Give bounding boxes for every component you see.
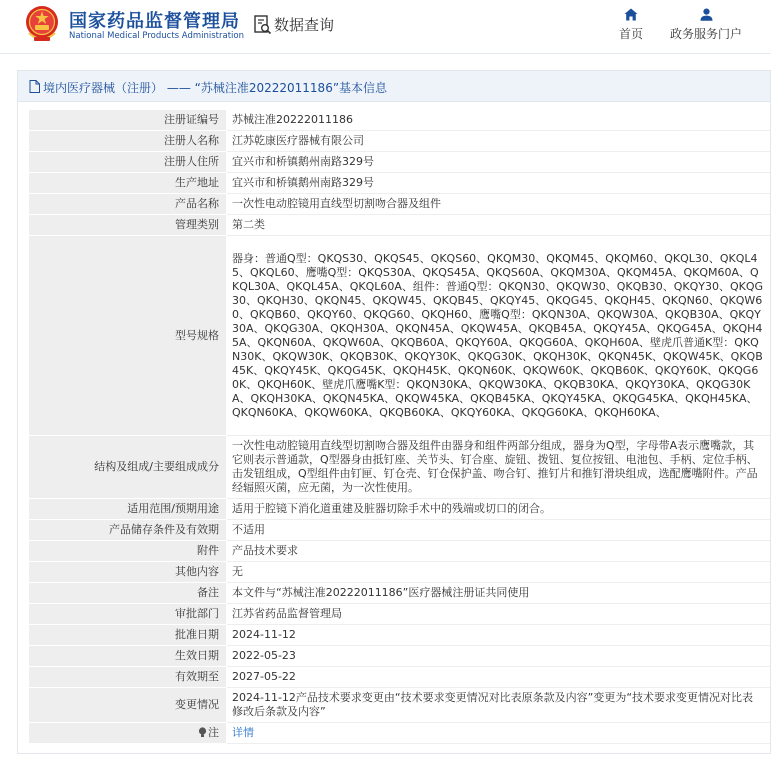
field-label: 管理类别 — [29, 215, 227, 236]
table-row — [29, 667, 770, 688]
table-row — [29, 194, 770, 215]
table-row — [29, 436, 770, 499]
field-label: 生产地址 — [29, 173, 227, 194]
table-row — [29, 604, 770, 625]
field-label: 批准日期 — [29, 625, 227, 646]
table-row — [29, 688, 770, 723]
document-icon — [29, 80, 40, 93]
field-value: 江苏省药品监督管理局 — [227, 604, 770, 625]
nav-home[interactable] — [612, 8, 650, 42]
table-row — [29, 173, 770, 194]
field-value: 江苏乾康医疗器械有限公司 — [227, 131, 770, 152]
field-label: 产品名称 — [29, 194, 227, 215]
field-value: 本文件与“苏械注准20222011186”医疗器械注册证共同使用 — [227, 583, 770, 604]
note-value-cell — [227, 723, 770, 744]
field-label: 注册人住所 — [29, 152, 227, 173]
table-row — [29, 215, 770, 236]
field-label: 注册人名称 — [29, 131, 227, 152]
field-label: 附件 — [29, 541, 227, 562]
field-value: 2027-05-22 — [227, 667, 770, 688]
field-value: 宜兴市和桥镇鹅州南路329号 — [227, 173, 770, 194]
note-label: 注 — [208, 726, 219, 739]
site-name-cn: 国家药品监督管理局 — [69, 11, 240, 32]
field-value: 产品技术要求 — [227, 541, 770, 562]
user-icon — [700, 8, 713, 21]
field-label: 其他内容 — [29, 562, 227, 583]
field-label: 适用范围/预期用途 — [29, 499, 227, 520]
table-row — [29, 131, 770, 152]
table-row — [29, 152, 770, 173]
query-title: 数据查询 — [274, 16, 335, 34]
detail-panel — [17, 70, 771, 754]
nav-service-portal[interactable] — [666, 8, 746, 42]
field-value: 不适用 — [227, 520, 770, 541]
field-label: 备注 — [29, 583, 227, 604]
field-label: 结构及组成/主要组成成分 — [29, 436, 227, 499]
table-row — [29, 236, 770, 436]
field-value: 适用于腔镜下消化道重建及脏器切除手术中的残端或切口的闭合。 — [227, 499, 770, 520]
table-row — [29, 541, 770, 562]
breadcrumb: 境内医疗器械（注册） —— “苏械注准20222011186”基本信息 — [43, 81, 388, 95]
panel-header — [18, 71, 770, 102]
field-label: 变更情况 — [29, 688, 227, 723]
field-label: 注册证编号 — [29, 110, 227, 131]
site-name-en: National Medical Products Administration — [69, 31, 244, 41]
field-value: 一次性电动腔镜用直线型切割吻合器及组件 — [227, 194, 770, 215]
field-value: 苏械注准20222011186 — [227, 110, 770, 131]
field-label: 生效日期 — [29, 646, 227, 667]
table-row — [29, 646, 770, 667]
field-value: 宜兴市和桥镇鹅州南路329号 — [227, 152, 770, 173]
registration-info-table — [28, 109, 770, 744]
table-row — [29, 583, 770, 604]
field-value: 器身：普通Q型：QKQS30、QKQS45、QKQS60、QKQM30、QKQM45、QKQM60、QKQL30、QKQL45、QKQL60、鹰嘴Q型：QKQS30A、QKQS45A、QKQS60A、QKQM30A、QKQM45A、QKQM60A、QKQL30A、QKQL45A、QKQL60A、组件：普通Q型：QKQN30、QKQW30、QKQB30、QKQY30、QKQG30、QKQH30、QKQN45、QKQW45、QKQB45、QKQY45、QKQG45、QKQH45、QKQN60、QKQW60、QKQB60、QKQY60、QKQG60、QKQH60、鹰嘴Q型：QKQN30A、QKQW30A、QKQB30A、QKQY30A、QKQG30A、QKQH30A、QKQN45A、QKQW45A、QKQB45A、QKQY45A、QKQG45A、QKQH45A、QKQN60A、QKQW60A、QKQB60A、QKQY60A、QKQG60A、QKQH60A、壁虎爪普通K型：QKQN30K、QKQW30K、QKQB30K、QKQY30K、QKQG30K、QKQH30K、QKQN45K、QKQW45K、QKQB45K、QKQY45K、QKQG45K、QKQH45K、QKQN60K、QKQW60K、QKQB60K、QKQY60K、QKQG60K、QKQH60K、壁虎爪鹰嘴K型：QKQN30KA、QKQW30KA、QKQB30KA、QKQY30KA、QKQG30KA、QKQH30KA、QKQN45KA、QKQW45KA、QKQB45KA、QKQY45KA、QKQG45KA、QKQH45KA、QKQN60KA、QKQW60KA、QKQB60KA、QKQY60KA、QKQG60KA、QKQH60KA、 — [227, 236, 770, 436]
field-value: 2024-11-12产品技术要求变更由“技术要求变更情况对比表原条款及内容”变更为“技术要求变更情况对比表修改后条款及内容” — [227, 688, 770, 723]
home-icon — [624, 8, 638, 21]
field-value: 2022-05-23 — [227, 646, 770, 667]
table-row — [29, 562, 770, 583]
field-value: 第二类 — [227, 215, 770, 236]
field-value: 无 — [227, 562, 770, 583]
field-value: 一次性电动腔镜用直线型切割吻合器及组件由器身和组件两部分组成，器身为Q型，字母带A表示鹰嘴款，其它则表示普通款，Q型器身由抵钉座、关节头、钉合座、旋钮、拨钮、复位按钮、电池包、手柄、定位手柄、击发钮组成，Q型组件由钉匣、钉仓壳、钉仓保护盖、吻合钉、推钉片和推钉滑块组成，选配鹰嘴附件。产品经辐照灭菌，应无菌，为一次性使用。 — [227, 436, 770, 499]
details-link[interactable]: 详情 — [232, 726, 254, 739]
field-label: 有效期至 — [29, 667, 227, 688]
field-value: 2024-11-12 — [227, 625, 770, 646]
site-header — [0, 0, 771, 54]
table-row-note — [29, 723, 770, 744]
document-search-icon — [254, 15, 272, 35]
nmpa-emblem-icon — [24, 5, 60, 43]
note-label-cell — [29, 723, 227, 744]
field-label: 产品储存条件及有效期 — [29, 520, 227, 541]
table-row — [29, 625, 770, 646]
table-row — [29, 499, 770, 520]
field-label: 型号规格 — [29, 236, 227, 436]
table-row — [29, 520, 770, 541]
table-row — [29, 110, 770, 131]
field-label: 审批部门 — [29, 604, 227, 625]
nav-home-label: 首页 — [618, 27, 643, 41]
nav-service-portal-label: 政务服务门户 — [669, 27, 742, 41]
bulb-icon — [198, 727, 207, 738]
